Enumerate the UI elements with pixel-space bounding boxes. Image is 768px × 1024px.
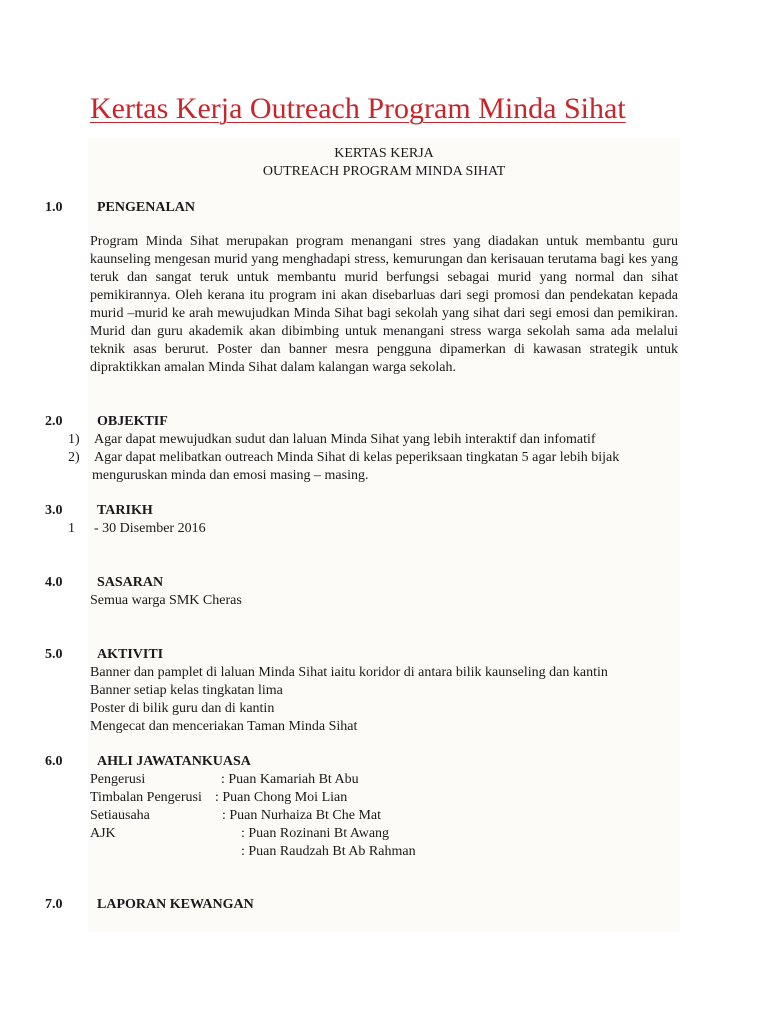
committee-role: Pengerusi <box>90 772 146 787</box>
committee-name: : Puan Raudzah Bt Ab Rahman <box>241 844 416 859</box>
section-number-6: 6.0 <box>45 754 63 769</box>
section-title-tarikh: TARIKH <box>97 503 153 518</box>
section-number-2: 2.0 <box>45 414 63 429</box>
section-number-5: 5.0 <box>45 647 63 662</box>
committee-name: : Puan Kamariah Bt Abu <box>221 772 359 787</box>
section-title-laporan-kewangan: LAPORAN KEWANGAN <box>97 897 254 912</box>
section-number-7: 7.0 <box>45 897 63 912</box>
objective-item: Agar dapat melibatkan outreach Minda Sihat di kelas peperiksaan tingkatan 5 agar lebih bijak <box>94 450 620 465</box>
committee-role: Setiausaha <box>90 808 150 823</box>
section-title-sasaran: SASARAN <box>97 575 164 590</box>
activity-line: Banner dan pamplet di laluan Minda Sihat iaitu koridor di antara bilik kaunseling dan kantin <box>90 665 608 680</box>
activity-line: Mengecat dan menceriakan Taman Minda Sihat <box>90 719 358 734</box>
activity-line: Poster di bilik guru dan di kantin <box>90 701 275 716</box>
activity-line: Banner setiap kelas tingkatan lima <box>90 683 283 698</box>
heading-line-2: OUTREACH PROGRAM MINDA SIHAT <box>262 164 506 179</box>
section-title-pengenalan: PENGENALAN <box>97 200 196 215</box>
section-number-1: 1.0 <box>45 200 63 215</box>
committee-name: : Puan Chong Moi Lian <box>215 790 348 805</box>
objective-number: 1) <box>68 432 80 447</box>
page-title: Kertas Kerja Outreach Program Minda Sihat <box>90 92 626 125</box>
committee-name: : Puan Nurhaiza Bt Che Mat <box>222 808 382 823</box>
section-number-3: 3.0 <box>45 503 63 518</box>
target-text: Semua warga SMK Cheras <box>90 593 242 608</box>
objective-item-continued: menguruskan minda dan emosi masing – masing. <box>92 468 369 483</box>
committee-name: : Puan Rozinani Bt Awang <box>241 826 390 841</box>
committee-role: Timbalan Pengerusi <box>90 790 202 805</box>
date-number: 1 <box>68 521 75 536</box>
section-title-objektif: OBJEKTIF <box>97 414 168 429</box>
objective-item: Agar dapat mewujudkan sudut dan laluan Minda Sihat yang lebih interaktif dan infomatif <box>94 432 596 447</box>
committee-role: AJK <box>90 826 116 841</box>
intro-paragraph: Program Minda Sihat merupakan program menangani stres yang diadakan untuk membantu guru kaunseling mengesan murid yang menghadapi stress, kemurungan dan kerisauan terutama bagi kes yang teruk dan sangat teruk untuk membantu murid berfungsi sebagai murid yang normal dan sihat pemikirannya. Oleh kerana itu program ini akan disebarluas dari segi promosi dan pendekatan kepada murid –murid ke arah mewujudkan Minda Sihat bagi sekolah yang sihat dari segi emosi dan pemikiran. Murid dan guru akademik akan dibimbing untuk menangani stress warga sekolah sama ada melalui teknik asas berurut. Poster dan banner mesra pengguna dipamerkan di kawasan strategik untuk dipraktikkan amalan Minda Sihat dalam kalangan warga sekolah. <box>90 234 678 375</box>
heading-line-1: KERTAS KERJA <box>334 146 434 161</box>
section-number-4: 4.0 <box>45 575 63 590</box>
objective-number: 2) <box>68 450 80 465</box>
section-title-aktiviti: AKTIVITI <box>97 647 164 662</box>
date-text: - 30 Disember 2016 <box>94 521 206 536</box>
section-title-ahli-jawatankuasa: AHLI JAWATANKUASA <box>97 754 251 769</box>
